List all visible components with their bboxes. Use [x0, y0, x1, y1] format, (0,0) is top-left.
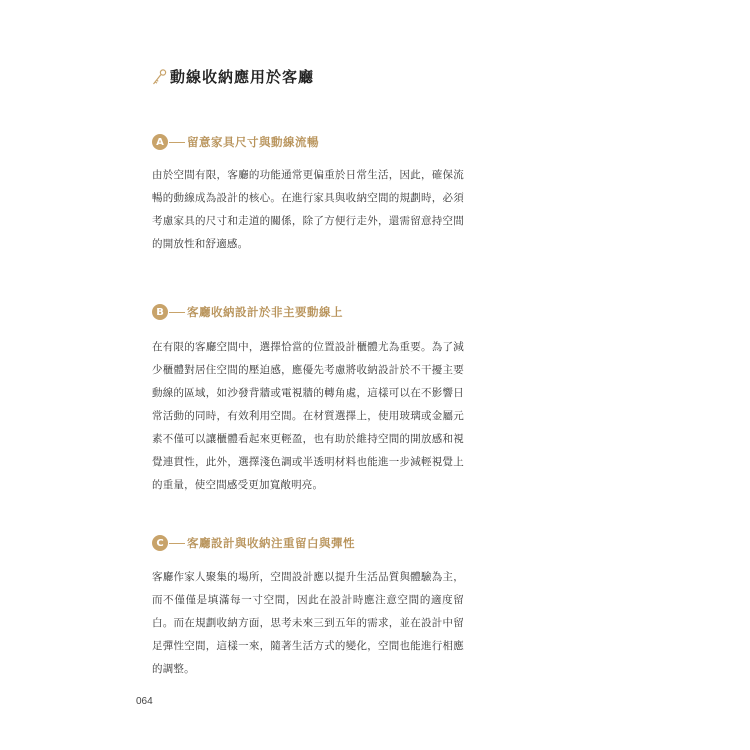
section-b-header: [152, 304, 343, 320]
section-a-header: [152, 134, 319, 150]
page-number: 064: [136, 696, 153, 707]
key-icon: [152, 68, 168, 86]
section-b-rule: [169, 312, 185, 313]
section-c-title: 客廳設計與收納注重留白與彈性: [187, 536, 355, 550]
section-a-rule: [169, 142, 185, 143]
section-c-rule: [169, 543, 185, 544]
section-b-title: 客廳收納設計於非主要動線上: [187, 305, 343, 319]
section-a-title: 留意家具尺寸與動線流暢: [187, 135, 319, 149]
page-title: 動線收納應用於客廳: [170, 68, 315, 86]
section-b-body: 在有限的客廳空間中，選擇恰當的位置設計櫃體尤為重要。為了減少櫃體對居住空間的壓迫感，應優先考慮將收納設計於不干擾主要動線的區域，如沙發背牆或電視牆的轉角處，這樣可以在不影響日常活動的同時，有效利用空間。在材質選擇上，使用玻璃或金屬元素不僅可以讓櫃體看起來更輕盈，也有助於維持空間的開放感和視覺連貫性，此外，選擇淺色調或半透明材料也能進一步減輕視覺上的重量，使空間感受更加寬敞明亮。: [152, 341, 464, 491]
section-c-header: [152, 535, 355, 551]
section-a-badge: A: [152, 134, 168, 150]
section-a-body: 由於空間有限，客廳的功能通常更偏重於日常生活，因此，確保流暢的動線成為設計的核心。在進行家具與收納空間的規劃時，必須考慮家具的尺寸和走道的關係，除了方便行走外，還需留意持空間的開放性和舒適感。: [152, 169, 464, 250]
section-b-badge: B: [152, 304, 168, 320]
title-row: [152, 66, 314, 87]
section-c-badge: C: [152, 535, 168, 551]
section-c-body: 客廳作家人聚集的場所，空間設計應以提升生活品質與體驗為主，而不僅僅是填滿每一寸空間，因此在設計時應注意空間的適度留白。而在規劃收納方面，思考未來三到五年的需求，並在設計中留足彈性空間，這樣一來，隨著生活方式的變化，空間也能進行相應的調整。: [152, 571, 464, 675]
